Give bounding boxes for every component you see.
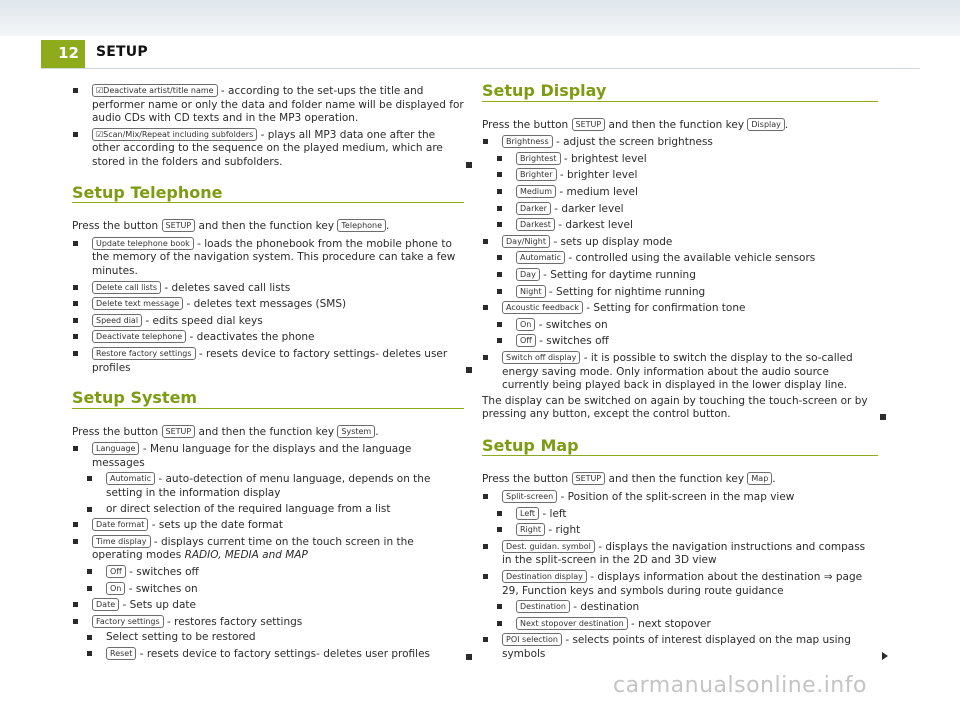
list-item: Restore factory settings - resets device to factory settings- deletes user profiles xyxy=(72,347,464,375)
list-item: Medium - medium level xyxy=(482,185,878,200)
setup-key: SETUP xyxy=(162,425,196,438)
function-key: Delete call lists xyxy=(92,281,161,294)
list-item: Left - left xyxy=(482,507,878,522)
function-key: Brighter xyxy=(516,168,557,181)
function-key: Darkest xyxy=(516,218,555,231)
function-key: Language xyxy=(92,442,139,455)
function-key: Time display xyxy=(92,535,151,548)
function-key: POI selection xyxy=(502,633,562,646)
function-key: Night xyxy=(516,285,546,298)
list-item: Darker - darker level xyxy=(482,202,878,217)
setup-key: SETUP xyxy=(572,118,606,131)
list-item: Off - switches off xyxy=(482,334,878,349)
list-item: On - switches on xyxy=(482,318,878,333)
header-band xyxy=(0,0,960,36)
list-item: Brighter - brighter level xyxy=(482,168,878,183)
function-key: Brightness xyxy=(502,135,553,148)
mp3-options xyxy=(72,84,464,170)
list-item: Darkest - darkest level xyxy=(482,218,878,233)
function-key: On xyxy=(106,582,125,595)
function-key: Right xyxy=(516,523,545,536)
function-key: Date format xyxy=(92,518,148,531)
function-key: Telephone xyxy=(337,219,386,232)
list-item: Brightest - brightest level xyxy=(482,152,878,167)
telephone-options xyxy=(72,237,464,375)
list-item: Next stopover destination - next stopover xyxy=(482,617,878,632)
list-item: Destination display - displays information about the destination ⇒ page 29, Function keys and symbols during route guidance xyxy=(482,570,878,598)
function-key: Left xyxy=(516,507,539,520)
right-column xyxy=(482,81,878,664)
function-key: Switch off display xyxy=(502,351,580,364)
list-item: Night - Setting for nightime running xyxy=(482,285,878,300)
display-options xyxy=(482,135,878,422)
function-key: Restore factory settings xyxy=(92,347,196,360)
function-key: Off xyxy=(106,565,126,578)
list-item: Acoustic feedback - Setting for confirmation tone xyxy=(482,301,878,316)
function-key: Date xyxy=(92,598,119,611)
function-key: Day xyxy=(516,268,540,281)
list-item: Day - Setting for daytime running xyxy=(482,268,878,283)
function-key: ☑Deactivate artist/title name xyxy=(92,84,218,97)
function-key: Delete text message xyxy=(92,297,183,310)
map-options xyxy=(482,490,878,662)
watermark: carmanualsonline.info xyxy=(613,673,867,698)
list-item: Destination - destination xyxy=(482,600,878,615)
function-key: Destination xyxy=(516,600,570,613)
list-item: Automatic - controlled using the available vehicle sensors xyxy=(482,251,878,266)
list-item: Select setting to be restored xyxy=(72,631,464,645)
list-item: Time display - displays current time on the touch screen in the operating modes RADIO, MEDIA and MAP xyxy=(72,535,464,563)
intro-text: Press the button SETUP and then the function key Display . xyxy=(482,118,789,131)
function-key: Reset xyxy=(106,647,136,660)
function-key: Speed dial xyxy=(92,314,142,327)
function-key: Update telephone book xyxy=(92,237,194,250)
continue-arrow-icon xyxy=(882,652,888,660)
system-options xyxy=(72,442,464,661)
list-item: Date - Sets up date xyxy=(72,598,464,613)
section-end-mark xyxy=(880,414,886,420)
function-key: Deactivate telephone xyxy=(92,330,186,343)
list-item: Language - Menu language for the displays and the language messages xyxy=(72,442,464,470)
function-key: Darker xyxy=(516,202,551,215)
list-item: Speed dial - edits speed dial keys xyxy=(72,314,464,329)
function-key: ☑Scan/Mix/Repeat including subfolders xyxy=(92,128,257,141)
function-key: Split-screen xyxy=(502,490,557,503)
function-key: Destination display xyxy=(502,570,587,583)
heading-setup-telephone: Setup Telephone xyxy=(72,186,464,204)
list-item: Split-screen - Position of the split-screen in the map view xyxy=(482,490,878,505)
section-end-mark xyxy=(466,654,472,660)
list-item: Factory settings - restores factory settings xyxy=(72,615,464,630)
function-key: Map xyxy=(747,472,772,485)
list-item: or direct selection of the required language from a list xyxy=(72,503,464,517)
setup-key: SETUP xyxy=(572,472,606,485)
list-item: Day/Night - sets up display mode xyxy=(482,235,878,250)
function-key: Automatic xyxy=(106,472,155,485)
list-item: Reset - resets device to factory settings- deletes user profiles xyxy=(72,647,464,662)
heading-setup-display: Setup Display xyxy=(482,84,878,102)
intro-text: Press the button SETUP and then the function key System . xyxy=(72,425,379,438)
function-key: Automatic xyxy=(516,251,565,264)
page-number: 12 xyxy=(41,40,85,68)
section-end-mark xyxy=(466,162,472,168)
list-item: ☑Scan/Mix/Repeat including subfolders - plays all MP3 data one after the other according to the sequence on the played medium, which are stored in the folders and subfolders. xyxy=(72,128,464,170)
function-key: Brightest xyxy=(516,152,561,165)
function-key: Factory settings xyxy=(92,615,164,628)
left-column xyxy=(72,84,464,664)
intro-text: Press the button SETUP and then the function key Map . xyxy=(482,473,776,486)
list-item: Date format - sets up the date format xyxy=(72,518,464,533)
function-key: Acoustic feedback xyxy=(502,301,583,314)
function-key: Day/Night xyxy=(502,235,550,248)
list-item: Dest. guidan. symbol - displays the navigation instructions and compass in the split-screen in the 2D and 3D view xyxy=(482,540,878,568)
list-item: POI selection - selects points of interest displayed on the map using symbols xyxy=(482,633,878,661)
heading-setup-system: Setup System xyxy=(72,391,464,409)
header-rule xyxy=(41,68,920,69)
function-key: Off xyxy=(516,334,536,347)
list-item: Update telephone book - loads the phonebook from the mobile phone to the memory of the navigation system. This procedure can take a few minutes. xyxy=(72,237,464,279)
list-item: ☑Deactivate artist/title name - according to the set-ups the title and performer name or only the data and folder name will be displayed for audio CDs with CD texts and in the MP3 operation. xyxy=(72,84,464,126)
page-header xyxy=(0,0,960,68)
list-item: Off - switches off xyxy=(72,565,464,580)
function-key: Display xyxy=(747,118,785,131)
list-item: Deactivate telephone - deactivates the phone xyxy=(72,330,464,345)
section-end-mark xyxy=(466,367,472,373)
list-item: Delete call lists - deletes saved call lists xyxy=(72,281,464,296)
list-item: Delete text message - deletes text messages (SMS) xyxy=(72,297,464,312)
list-item: On - switches on xyxy=(72,582,464,597)
setup-key: SETUP xyxy=(162,219,196,232)
section-title: SETUP xyxy=(96,44,148,60)
heading-setup-map: Setup Map xyxy=(482,439,878,457)
list-item: Brightness - adjust the screen brightness xyxy=(482,135,878,150)
list-item: Switch off display - it is possible to switch the display to the so-called energy saving mode. Only information about the audio source currently being played back in displayed in the lower display line. xyxy=(482,351,878,393)
function-key: Next stopover destination xyxy=(516,617,628,630)
function-key: Medium xyxy=(516,185,556,198)
display-note: The display can be switched on again by touching the touch-screen or by pressing any button, except the control button. xyxy=(482,394,868,421)
function-key: Dest. guidan. symbol xyxy=(502,540,595,553)
list-item: Right - right xyxy=(482,523,878,538)
function-key: On xyxy=(516,318,535,331)
intro-text: Press the button SETUP and then the function key Telephone . xyxy=(72,220,390,233)
list-item: Automatic - auto-detection of menu language, depends on the setting in the information display xyxy=(72,472,464,500)
function-key: System xyxy=(337,425,375,438)
